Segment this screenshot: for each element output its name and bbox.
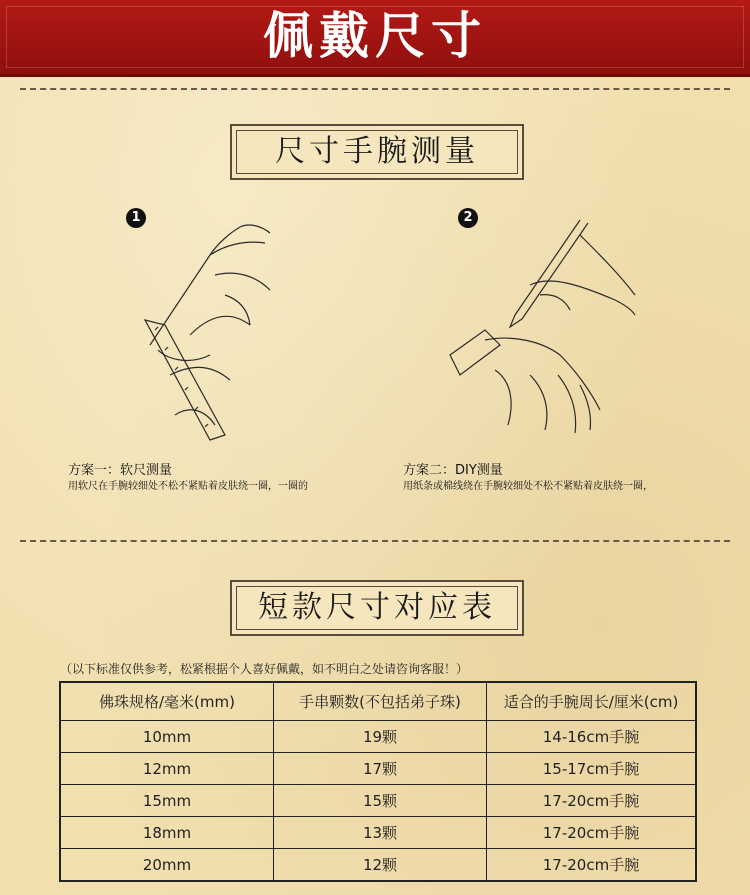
cell-wrist-size: 17-20cm手腕 bbox=[487, 785, 697, 817]
measure-heading-box bbox=[230, 124, 524, 180]
table-row bbox=[60, 785, 696, 817]
cell-bead-size: 20mm bbox=[60, 849, 274, 882]
method-1-title: 方案一：软尺测量 bbox=[68, 463, 173, 478]
cell-wrist-size: 14-16cm手腕 bbox=[487, 721, 697, 753]
table-header-row bbox=[60, 682, 696, 721]
cell-bead-size: 18mm bbox=[60, 817, 274, 849]
cell-bead-count: 19颗 bbox=[274, 721, 487, 753]
title-banner bbox=[0, 0, 750, 77]
header-wrist-size: 适合的手腕周长/厘米(cm) bbox=[487, 682, 697, 721]
cell-bead-count: 12颗 bbox=[274, 849, 487, 882]
cell-wrist-size: 15-17cm手腕 bbox=[487, 753, 697, 785]
table-heading-box bbox=[230, 580, 524, 636]
measure-heading: 尺寸手腕测量 bbox=[275, 134, 479, 169]
table-row bbox=[60, 817, 696, 849]
size-table bbox=[59, 681, 697, 882]
cell-bead-size: 12mm bbox=[60, 753, 274, 785]
header-bead-count: 手串颗数(不包括弟子珠) bbox=[274, 682, 487, 721]
header-bead-size: 佛珠规格/毫米(mm) bbox=[60, 682, 274, 721]
cell-bead-size: 15mm bbox=[60, 785, 274, 817]
cell-bead-count: 13颗 bbox=[274, 817, 487, 849]
method-2-number: 2 bbox=[458, 208, 478, 228]
method-2-desc: 用纸条或棉线绕在手腕较细处不松不紧贴着皮肤绕一圈， bbox=[403, 481, 653, 492]
hand-tape-illustration bbox=[130, 215, 290, 445]
cell-wrist-size: 17-20cm手腕 bbox=[487, 849, 697, 882]
size-note: （以下标准仅供参考，松紧根据个人喜好佩戴，如不明白之处请咨询客服！） bbox=[60, 662, 469, 676]
cell-bead-size: 10mm bbox=[60, 721, 274, 753]
table-heading: 短款尺寸对应表 bbox=[258, 590, 496, 625]
method-1-desc: 用软尺在手腕较细处不松不紧贴着皮肤绕一圈，一圈的 bbox=[68, 481, 308, 492]
divider-middle bbox=[20, 540, 730, 542]
hand-paper-illustration bbox=[440, 215, 640, 445]
cell-bead-count: 17颗 bbox=[274, 753, 487, 785]
table-row bbox=[60, 721, 696, 753]
cell-wrist-size: 17-20cm手腕 bbox=[487, 817, 697, 849]
banner-title: 佩戴尺寸 bbox=[263, 7, 487, 65]
cell-bead-count: 15颗 bbox=[274, 785, 487, 817]
method-2-title: 方案二：DIY测量 bbox=[403, 463, 503, 478]
table-row bbox=[60, 849, 696, 882]
method-1-number: 1 bbox=[126, 208, 146, 228]
divider-top bbox=[20, 88, 730, 90]
table-row bbox=[60, 753, 696, 785]
